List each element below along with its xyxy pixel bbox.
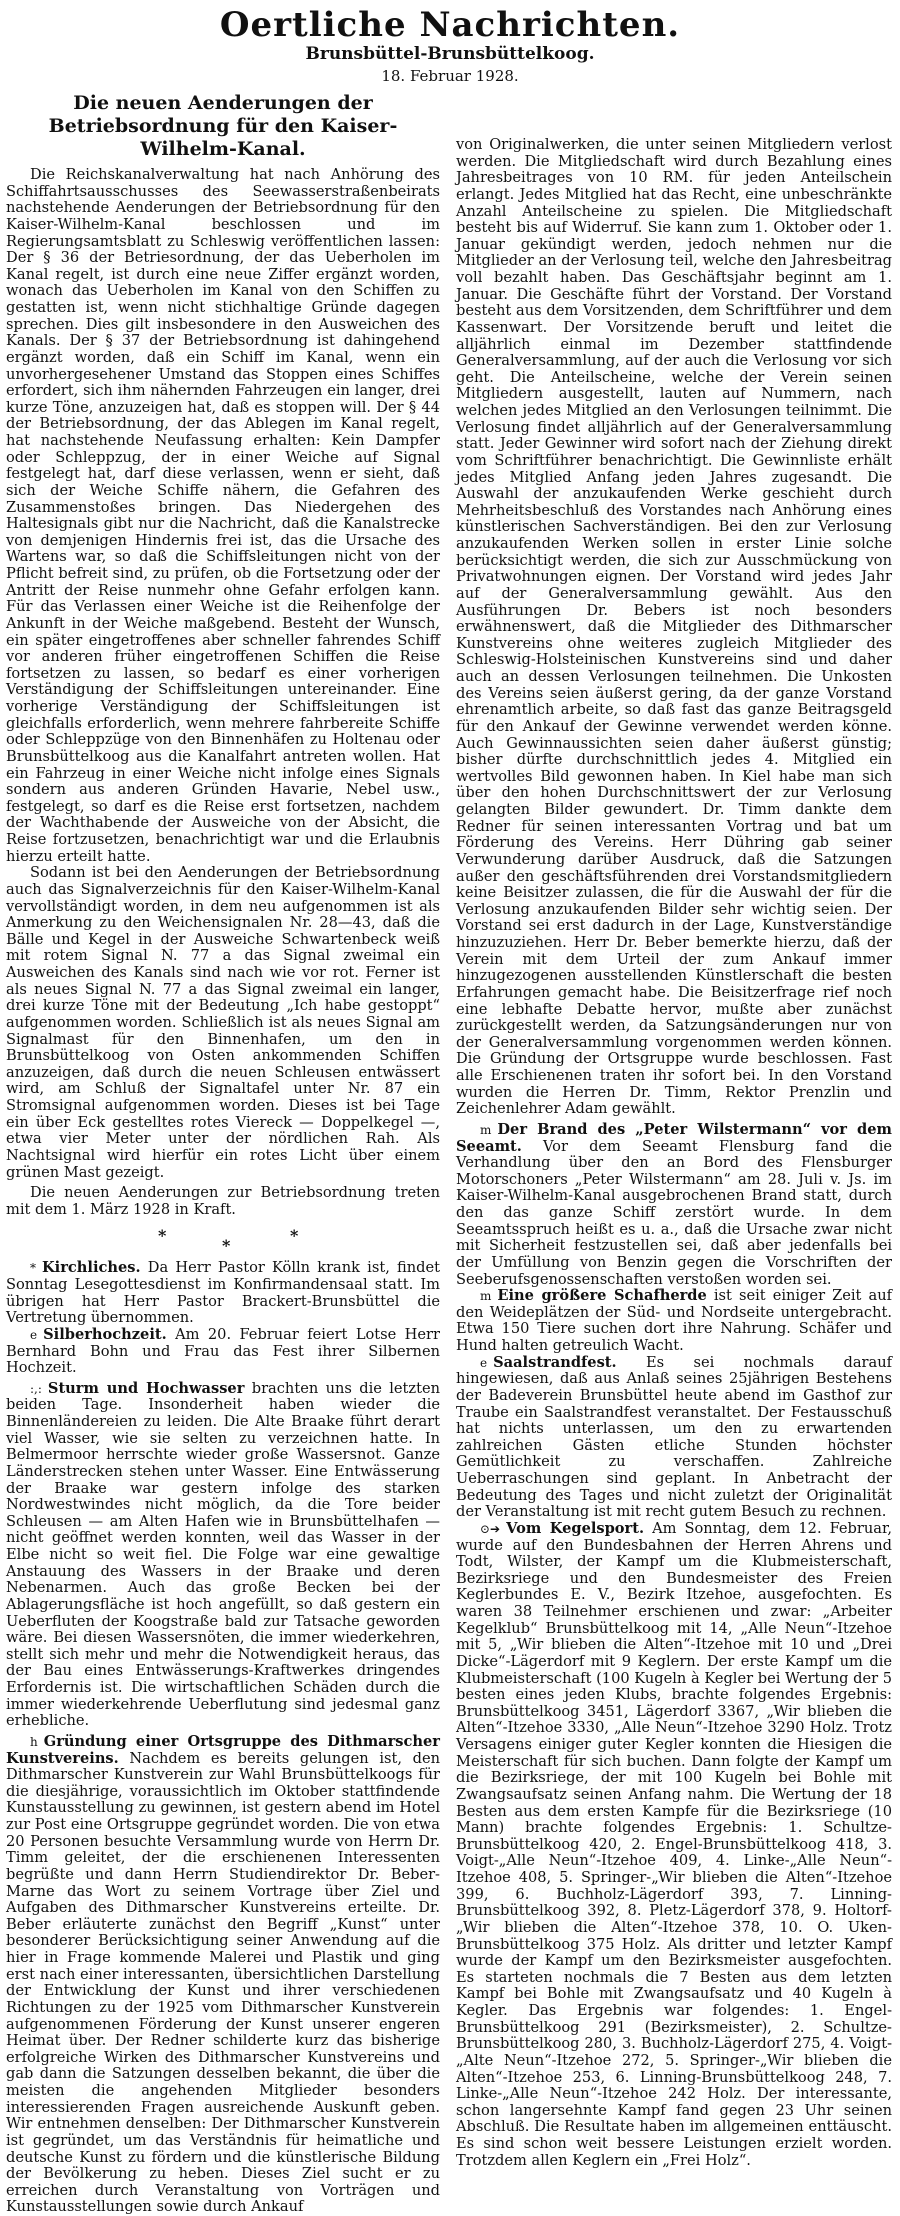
item-text: Vor dem Seeamt Flensburg fand die Verhandlung über den an Bord des Flensburger Motorschoners „Peter Wilstermann“ am 28. Juli v. Js. im Kaiser-Wilhelm-Kanal ausgebrochenen Brand statt, durch den das ganze Schiff zerstört wurde. In dem Seeamtsspruch heißt es u. a., daß die Ursache zwar nicht mit Sicherheit festzustellen sei, daß aber jedenfalls bei der Umfüllung von Benzin gegen die Vorschriften der Seeberufsgenossenschaften verstoßen worden sei. <box>456 1137 892 1288</box>
item-marker: * <box>30 1261 36 1276</box>
item-lead: Eine größere Schafherde <box>497 1287 707 1305</box>
news-item-kunstverein-continued: von Originalwerken, die unter seinen Mitgliedern verlost werden. Die Mitgliedschaft wird durch Bezahlung eines Jahresbeitrages von 10 RM. für jeden Anteilschein erlangt. Jedes Mitglied hat das Recht, eine unbeschränkte Anzahl Anteilscheine zu spielen. Die Mitgliedschaft besteht bis auf Widerruf. Sie kann zum 1. Oktober oder 1. Januar gekündigt werden, jedoch nehmen nur die Mitglieder an der Verlosung teil, welche den Jahresbeitrag voll bezahlt haben. Das Geschäftsjahr beginnt am 1. Januar. Die Geschäfte führt der Vorstand. Der Vorstand besteht aus dem Vorsitzenden, dem Schriftführer und dem Kassenwart. Der Vorsitzende beruft und leitet die alljährlich einmal im Dezember stattfindende Generalversammlung, auf der auch die Verlosung vor sich geht. Die Anteilscheine, welche der Verein seinen Mitgliedern ausgestellt, lauten auf Nummern, nach welchen jedes Mitglied an den Verlosungen teilnimmt. Die Verlosung findet alljährlich auf der Generalversammlung statt. Jeder Gewinner wird sofort nach der Ziehung direkt vom Schriftführer benachrichtigt. Die Gewinnliste erhält jedes Mitglied Anfang jeden Jahres zugesandt. Die Auswahl der anzukaufenden Werke geschieht durch Mehrheitsbeschluß des Vorstandes nach Anhörung eines künstlerischen Sachverständigen. Bei den zur Verlosung anzukaufenden Werken sollen in erster Linie solche berücksichtigt werden, die sich zur Ausschmückung von Privatwohnungen eignen. Der Vorstand wird jedes Jahr auf der Generalversammlung gewählt. Aus den Ausführungen Dr. Bebers ist noch besonders erwähnenswert, daß die Mitglieder des Dithmarscher Kunstvereins ohne weiteres zugleich Mitglieder des Schleswig-Holsteinischen Kunstvereins sind und daher auch an dessen Verlosungen teilnehmen. Die Unkosten des Vereins seien äußerst gering, da der ganze Vorstand ehrenamtlich arbeite, so daß fast das ganze Beitragsgeld für den Ankauf der Gewinne verwendet werden könne. Auch Gewinnaussichten seien daher äußerst günstig; bisher dürfte durchschnittlich jedes 4. Mitglied ein wertvolles Bild gewonnen haben. In Kiel habe man sich über den hohen Durchschnittswert der zur Verlosung gelangten Bilder gewundert. Dr. Timm dankte dem Redner für seinen interessanten Vortrag und bat um Förderung des Vereins. Herr Dühring gab seiner Verwunderung darüber Ausdruck, daß die Satzungen außer den geschäftsführenden drei Vorstandsmitgliedern keine Beisitzer zulassen, die für die Auswahl der für die Verlosung anzukaufenden Bilder sehr wichtig seien. Der Vorstand sei erst dadurch in der Lage, Kunstverständige hinzuzuziehen. Herr Dr. Beber bemerkte hierzu, daß der Verein mit dem Urteil der zum Ankauf immer hinzugezogenen ausstellenden Künstlerschaft die besten Erfahrungen gemacht habe. Die Beisitzerfrage rief noch eine lebhafte Debatte hervor, mußte aber zunächst zurückgestellt werden, da Satzungsänderungen nur von der Generalversammlung vorgenommen werden können. Die Gründung der Ortsgruppe wurde beschlossen. Fast alle Erschienenen traten ihr sofort bei. In den Vorstand wurden die Herren Dr. Timm, Rektor Prenzlin und Zeichenlehrer Adam gewählt. <box>456 136 892 1118</box>
news-item-saalstrandfest <box>456 1355 892 1521</box>
item-marker: m <box>480 1289 492 1304</box>
news-item-silberhochzeit <box>6 1327 440 1377</box>
article-paragraph: Die neuen Aenderungen zur Betriebsordnung treten mit dem 1. März 1928 in Kraft. <box>6 1184 440 1218</box>
news-item-kunstverein <box>6 1734 440 2216</box>
asterisk-icon: * <box>158 1226 167 1246</box>
item-marker: m <box>480 1122 492 1137</box>
section-subtitle: Brunsbüttel-Brunsbüttelkoog. <box>305 44 595 64</box>
item-lead: Sturm und Hochwasser <box>47 1379 245 1397</box>
section-title: Oertliche Nachrichten. <box>219 5 681 45</box>
item-text: Am 20. Februar feiert Lotse Herr Bernhard Bohn und Frau das Fest ihrer Silbernen Hochzeit. <box>6 1325 440 1377</box>
item-lead: Vom Kegelsport. <box>506 1519 645 1537</box>
item-lead: Silberhochzeit. <box>43 1325 167 1343</box>
item-marker: e <box>480 1355 488 1370</box>
item-text: brachten uns die letzten beiden Tage. Insonderheit haben wieder die Binnenländereien zu leiden. Die Alte Braake führt derart viel Wasser, wie sie selten zu verzeichnen hatte. In Belmermoor herrschte wieder große Wassersnot. Ganze Länderstrecken stehen unter Wasser. Eine Entwässerung der Braake war gestern infolge des starken Nordwestwindes nicht möglich, da die Tore beider Schleusen — am Alten Hafen wie in Brunsbüttelhafen — nicht geöffnet werden konnten, weil das Wasser in der Elbe nicht so weit fiel. Die Folge war eine gewaltige Anstauung des Wassers in der Braake und deren Nebenarmen. Auch das große Becken bei der Ablagerungsfläche ist hoch angefüllt, so daß gestern ein Ueberfluten der Koogstraße bald zur Tatsache geworden wäre. Bei diesen Wassersnöten, die immer wiederkehren, stellt sich mehr und mehr die Notwendigkeit heraus, das der Bau eines Entwässerungs-Kraftwerkes dringendes Erfordernis ist. Die wirtschaftlichen Schäden durch die immer wiederkehrende Ueberflutung sind jedesmal ganz erhebliche. <box>6 1379 440 1730</box>
item-marker: :,: <box>30 1381 42 1396</box>
issue-date: 18. Februar 1928. <box>381 67 519 85</box>
item-marker: e <box>30 1327 38 1342</box>
item-lead: Saalstrandfest. <box>493 1353 617 1371</box>
news-item-kirchliches <box>6 1260 440 1327</box>
article-headline: Die neuen Aenderungen der Betriebsordnung für den Kaiser-Wilhelm-Kanal. <box>48 92 398 160</box>
article-paragraph: Sodann ist bei den Aenderungen der Betriebsordnung auch das Signalverzeichnis für den Kaiser-Wilhelm-Kanal vervollständigt worden, in dem neu aufgenommen ist als Anmerkung zu den Weichensignalen Nr. 28—43, daß die Bälle und Kegel in der Ausweiche Schwartenbeck weiß mit rotem Signal N. 77 a das Signal zweimal ein Ausweichen des Kanals sind nach wie vor rot. Ferner ist als neues Signal N. 77 a das Signal zweimal ein langer, drei kurze Töne mit der Bedeutung „Ich habe gestoppt“ aufgenommen worden. Schließlich ist als neues Signal am Signalmast für den Binnenhafen, um den in Brunsbüttelkoog von Osten ankommenden Schiffen anzuzeigen, daß durch die neuen Schleusen entwässert wird, am Schluß der Signaltafel unter Nr. 87 ein Stromsignal aufgenommen worden. Dieses ist bei Tage ein über Eck gestelltes rotes Viereck — Doppelkegel —, etwa vier Meter unter der nördlichen Rah. Als Nachtsignal wird hierfür ein rotes Licht über einem grünen Mast gezeigt. <box>6 864 440 1181</box>
item-marker: h <box>30 1734 38 1749</box>
item-text: Am Sonntag, dem 12. Februar, wurde auf den Bundesbahnen der Herren Ahrens und Todt, Wilster, der Kampf um die Klubmeisterschaft, Bezirksriege und den Bundesmeister des Freien Keglerbundes E. V., Bezirk Itzehoe, ausgefochten. Es waren 38 Teilnehmer erschienen und zwar: „Arbeiter Kegelklub“ Brunsbüttelkoog mit 14, „Alle Neun“-Itzehoe mit 5, „Wir blieben die Alten“-Itzehoe mit 10 und „Drei Dicke“-Lägerdorf mit 9 Keglern. Der erste Kampf um die Klubmeisterschaft (100 Kugeln à Kegler bei Wertung der 5 besten eines jeden Klubs, brachte folgendes Ergebnis: Brunsbüttelkoog 3451, Lägerdorf 3367, „Wir blieben die Alten“-Itzehoe 3330, „Alle Neun“-Itzehoe 3290 Holz. Trotz Versagens einiger guter Kegler konnten die Hiesigen die Meisterschaft für sich buchen. Dann folgte der Kampf um die Bezirksriege, der mit 100 Kugeln bei Bohle mit Zwangsaufsatz seinen Anfang nahm. Die Wertung der 18 Besten aus dem ersten Kampfe für die Bezirksriege (10 Mann) brachte folgendes Ergebnis: 1. Schultze-Brunsbüttelkoog 420, 2. Engel-Brunsbüttelkoog 418, 3. Voigt-„Alle Neun“-Itzehoe 409, 4. Linke-„Alle Neun“-Itzehoe 408, 5. Springer-„Wir blieben die Alten“-Itzehoe 399, 6. Buchholz-Lägerdorf 393, 7. Linning-Brunsbüttelkoog 392, 8. Pletz-Lägerdorf 378, 9. Holtorf-„Wir blieben die Alten“-Itzehoe 378, 10. O. Uken-Brunsbüttelkoog 375 Holz. Als dritter und letzter Kampf wurde der Kampf um den Bezirksmeister ausgefochten. Es starteten nochmals die 7 Besten aus dem letzten Kampf bei Bohle mit Zwangsaufsatz und 40 Kugeln à Kegler. Das Ergebnis war folgendes: 1. Engel-Brunsbüttelkoog 291 (Bezirksmeister), 2. Schultze-Brunsbüttelkoog 280, 3. Buchholz-Lägerdorf 275, 4. Voigt-„Alte Neun“-Itzehoe 272, 5. Springer-„Wir blieben die Alten“-Itzehoe 253, 6. Linning-Brunsbüttelkoog 248, 7. Linke-„Alle Neun“-Itzehoe 242 Holz. Der interessante, schon langersehnte Kampf fand gegen 23 Uhr seinen Abschluß. Die Resultate haben im allgemeinen enttäuscht. Es sind schon weit bessere Leistungen erzielt worden. Trotzdem allen Keglern ein „Frei Holz“. <box>456 1519 892 2169</box>
column-left <box>6 92 440 2216</box>
bowling-pointer-icon: ⊙➔ <box>480 1521 501 1536</box>
item-text: Nachdem es bereits gelungen ist, den Dithmarscher Kunstverein zur Wahl Brunsbüttelkoogs für die diesjährige, voraussichtlich im Oktober stattfindende Kunstausstellung zu gewinnen, ist gestern abend im Hotel zur Post eine Ortsgruppe gegründet worden. Die von etwa 20 Personen besuchte Versammlung wurde von Herrn Dr. Timm geleitet, der die erschienenen Interessenten begrüßte und dann Herrn Studiendirektor Dr. Beber-Marne das Wort zu seinem Vortrage über Ziel und Aufgaben des Dithmarscher Kunstvereins erteilte. Dr. Beber erläuterte zunächst den Begriff „Kunst“ unter besonderer Berücksichtigung seiner Anwendung auf die hier in Frage kommende Malerei und Plastik und ging erst nach einer interessanten, übersichtlichen Darstellung der Entwicklung der Kunst und ihrer verschiedenen Richtungen zu der 1925 vom Dithmarscher Kunstverein aufgenommenen Förderung der Kunst unserer engeren Heimat über. Der Redner schilderte kurz das bisherige erfolgreiche Wirken des Dithmarscher Kunstvereins und gab dann die Satzungen desselben bekannt, die über die meisten die angehenden Mitglieder besonders interessierenden Fragen ausreichende Auskunft geben. Wir entnehmen denselben: Der Dithmarscher Kunstverein ist gegründet, um das Verständnis für heimatliche und deutsche Kunst zu fördern und die künstlerische Bildung der Bevölkerung zu heben. Dieses Ziel sucht er zu erreichen durch Veranstaltung von Vorträgen und Kunstausstellungen sowie durch Ankauf <box>6 1749 440 2216</box>
news-item-kegelsport <box>456 1521 892 2169</box>
article-paragraph: Die Reichskanalverwaltung hat nach Anhörung des Schiffahrtsausschusses des Seewasserstraßenbeirats nachstehende Aenderungen der Betriebsordnung für den Kaiser-Wilhelm-Kanal beschlossen und im Regierungsamtsblatt zu Schleswig veröffentlichen lassen: Der § 36 der Betriesordnung, der das Ueberholen im Kanal regelt, ist durch eine neue Ziffer ergänzt worden, wonach das Ueberholen im Kanal von den Schiffen zu gestatten ist, wenn nicht stichhaltige Gründe dagegen sprechen. Dies gilt insbesondere in den Ausweichen des Kanals. Der § 37 der Betriebsordnung ist dahingehend ergänzt worden, daß ein Schiff im Kanal, wenn ein unvorhergesehener Umstand das Stoppen eines Schiffes erfordert, sich ihm nähernden Fahrzeugen ein langer, drei kurze Töne, anzuzeigen hat, daß es stoppen will. Der § 44 der Betriebsordnung, der das Ablegen im Kanal regelt, hat nachstehende Neufassung erhalten: Kein Dampfer oder Schleppzug, der in einer Weiche auf Signal festgelegt hat, darf diese verlassen, wenn er sieht, daß sich der Weiche Schiffe nähern, die Gefahren des Zusammenstoßes bringen. Das Niedergehen des Haltesignals gibt nur die Nachricht, daß die Kanalstrecke von demjenigen Hindernis frei ist, das die Ursache des Wartens war, so daß die Schiffsleitungen nicht von der Pflicht befreit sind, zu prüfen, ob die Fortsetzung oder der Antritt der Reise nunmehr ohne Gefahr erfolgen kann. Für das Verlassen einer Weiche ist die Reihenfolge der Ankunft in der Weiche maßgebend. Besteht der Wunsch, ein später eingetroffenes aber schneller fahrendes Schiff vor anderen früher eingetroffenen Schiffen die Reise fortsetzen zu lassen, so bedarf es einer vorherigen Verständigung der Schiffsleitungen untereinander. Eine vorherige Verständigung der Schiffsleitungen ist gleichfalls erforderlich, wenn mehrere fahrbereite Schiffe oder Schleppzüge von den Binnenhäfen zu Holtenau oder Brunsbüttelkoog aus die Kanalfahrt antreten wollen. Hat ein Fahrzeug in einer Weiche nicht infolge eines Signals sondern aus anderen Gründen Havarie, Nebel usw., festgelegt, so darf es die Reise erst fortsetzen, nachdem der Wachthabende der Ausweiche von der Absicht, die Reise fortzusetzen, benachrichtigt war und die Erlaubnis hierzu erteilt hatte. <box>6 166 440 865</box>
item-text: Da Herr Pastor Kölln krank ist, findet Sonntag Lesegottesdienst im Konfirmandensaal statt. Im übrigen hat Herr Pastor Brackert-Brunsbüttel die Vertretung übernommen. <box>6 1259 440 1327</box>
item-lead: Gründung einer Ortsgruppe des Dithmarscher Kunstvereins. <box>6 1732 440 1767</box>
section-separator <box>6 1218 440 1260</box>
item-text: ist seit einiger Zeit auf den Weideplätzen der Süd- und Nordseite untergebracht. Etwa 150 Tiere suchen dort ihre Nahrung. Schäfer und Hund halten getreulich Wacht. <box>456 1287 892 1354</box>
news-item-schafherde <box>456 1288 892 1355</box>
asterisk-icon: * <box>222 1236 231 1256</box>
asterisk-icon: * <box>290 1226 299 1246</box>
news-item-brand <box>456 1122 892 1288</box>
masthead <box>0 6 900 86</box>
column-right <box>456 137 892 2169</box>
item-text: Es sei nochmals darauf hingewiesen, daß aus Anlaß seines 25jährigen Bestehens der Badeverein Brunsbüttel heute abend im Gasthof zur Traube ein Saalstrandfest veranstaltet. Der Festausschuß hat nichts unterlassen, um den zu erwartenden zahlreichen Gästen etliche Stunden höchster Gemütlichkeit zu verschaffen. Zahlreiche Ueberraschungen sind geplant. In Anbetracht der Bedeutung des Tages und nicht zuletzt der Originalität der Veranstaltung ist mit recht gutem Besuch zu rechnen. <box>456 1353 892 1521</box>
item-lead: Der Brand des „Peter Wilstermann“ vor dem Seeamt. <box>456 1120 892 1155</box>
item-lead: Kirchliches. <box>42 1259 141 1277</box>
news-item-sturm <box>6 1381 440 1730</box>
